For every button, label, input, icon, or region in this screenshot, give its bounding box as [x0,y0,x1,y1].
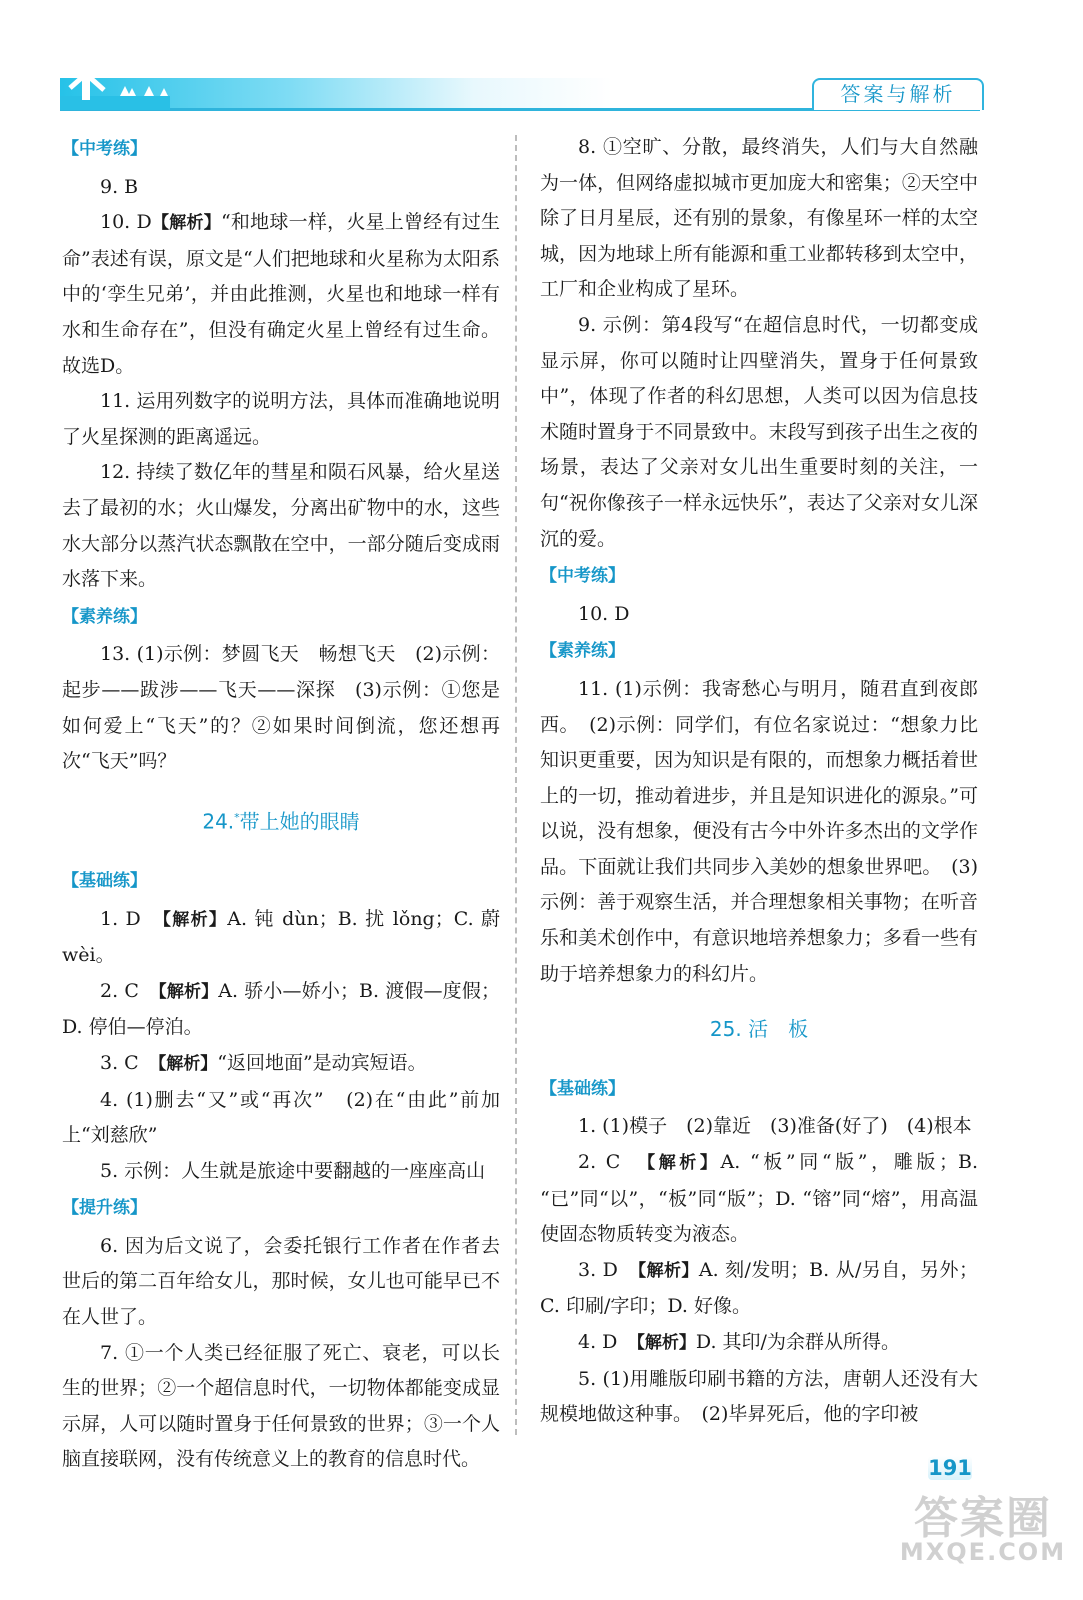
answer-body: A. “板”同“版”，雕版；B. “已”同“以”，“板”同“版”；D. “镕”同“熔”，用高温使固态物质转变为液态。 [540,1151,978,1246]
answer-body: “返回地面”是动宾短语。 [217,1051,427,1074]
answer-item: 11. (1)示例：我寄愁心与明月，随君直到夜郎西。 (2)示例：同学们，有位名家说过：“想象力比知识更重要，因为知识是有限的，而想象力概括着世上的一切，推动着进步，并且是知识进化的源泉。”可以说，没有想象，便没有古今中外许多杰出的文学作品。下面就让我们共同步入美妙的想象世界吧。 (3)示例：善于观察生活，并合理想象相关事物；在听音乐和美术创作中，有意识地培养想象力；多看一些有助于培养想象力的科幻片。 [540,677,978,985]
answer-head: 10. D [100,211,152,234]
lesson-star: * [234,810,240,824]
answer-item: 10. D [578,602,630,625]
answer-item: 7. ①一个人类已经征服了死亡、衰老，可以长生的世界；②一个超信息时代，一切物体都能变成显示屏，人可以随时置身于任何景致的世界；③一个人脑直接联网，没有传统意义上的教育的信息时代。 [62,1341,500,1471]
windmill-icon [60,52,170,110]
site-watermark [888,1482,1078,1566]
answer-head: 3. C [100,1051,139,1074]
answer-item [540,1253,978,1325]
answer-head: 2. C [578,1151,621,1174]
answer-body: D. 其印/为余群从所得。 [695,1331,900,1353]
answer-item: 5. 示例：人生就是旅途中要翻越的一座座高山 [100,1159,486,1182]
answer-item: 11. 运用列数字的说明方法，具体而准确地说明了火星探测的距离遥远。 [62,390,500,448]
section-label: 【基础练】 [540,1078,625,1099]
analysis-tag: 【解析】 [157,1053,218,1074]
analysis-tag: 【解析】 [158,981,219,1002]
section-label: 【中考练】 [540,566,625,587]
answer-item [62,1046,500,1083]
answer-body: A. 骄小—娇小；B. 渡假—度假；D. 停伯—停泊。 [62,979,500,1039]
lesson-number: 24. [202,809,235,834]
answer-item: 4. (1)删去“又”或“再次” (2)在“由此”前加上“刘慈欣” [62,1088,500,1147]
answer-item: 5. (1)用雕版印刷书籍的方法，唐朝人还没有大规模地做这种事。 (2)毕昇死后，他的字印被 [540,1367,978,1426]
analysis-tag: 【解析】 [162,909,228,930]
section-tab: 答案与解析 [812,78,984,110]
page-number: 191 [928,1456,972,1480]
left-column [62,130,500,1478]
analysis-tag: 【解析】 [646,1153,721,1174]
answer-item: 13. (1)示例：梦圆飞天 畅想飞天 (2)示例：起步——跋涉——飞天——深探 (3)示例：①您是如何爱上“飞天”的？②如果时间倒流，您还想再次“飞天”吗？ [62,643,500,773]
section-label: 【提升练】 [62,1198,147,1219]
answer-item: 12. 持续了数亿年的彗星和陨石风暴，给火星送去了最初的水；火山爆发，分离出矿物中的水，这些水大部分以蒸汽状态飘散在空中，一部分随后变成雨水落下来。 [62,461,500,591]
right-column [540,130,978,1433]
analysis-tag: 【解析】 [636,1333,696,1353]
section-label: 【中考练】 [62,139,147,159]
answer-head: 4. D [578,1331,618,1353]
lesson-name: 带上她的眼睛 [239,809,360,834]
section-label: 【素养练】 [62,606,147,627]
answer-item [540,1145,978,1253]
answer-head: 3. D [578,1258,618,1281]
watermark-logo-text: 答案圈 [914,1493,1052,1544]
answer-item [62,974,500,1046]
watermark-url: MXQE.COM [899,1538,1067,1566]
answer-head: 2. C [100,979,139,1002]
answer-item: 9. 示例：第4段写“在超信息时代，一切都变成显示屏，你可以随时让四壁消失，置身于任何景致中”，体现了作者的科幻思想，人类可以因为信息技术随时置身于不同景致中。末段写到孩子出生之夜的场景，表达了父亲对女儿出生重要时刻的关注，一句“祝你像孩子一样永远快乐”，表达了父亲对女儿深沉的爱。 [540,313,978,550]
answer-body: “和地球一样，火星上曾经有过生命”表述有误，原文是“人们把地球和火星称为太阳系中的‘孪生兄弟’，并由此推测，火星也和地球一样有水和生命存在”，但没有确定火星上曾经有过生命。故选D。 [62,211,500,377]
answer-body: A. 刻/发明；B. 从/另自，另外；C. 印刷/字印；D. 好像。 [540,1258,978,1318]
lesson-title: 25. 活 板 [709,1017,809,1042]
analysis-tag: 【解析】 [151,213,221,234]
answer-item: 9. B [100,175,139,198]
analysis-tag: 【解析】 [637,1260,699,1281]
answer-item: 8. ①空旷、分散，最终消失，人们与大自然融为一体，但网络虚拟城市更加庞大和密集；②天空中除了日月星辰，还有别的景象，有像星环一样的太空城，因为地球上所有能源和重工业都转移到太空中，工厂和企业构成了星环。 [540,136,978,301]
section-label: 【基础练】 [62,870,147,891]
lesson-title [62,800,500,840]
page-header [0,0,1083,118]
answer-item: 6. 因为后文说了，会委托银行工作者在作者去世后的第二百年给女儿，那时候，女儿也可能早已不在人世了。 [62,1234,500,1329]
answer-item [62,902,500,974]
answer-head: 1. D [100,907,141,930]
answer-item [62,205,500,384]
section-label: 【素养练】 [540,641,625,662]
answer-body: A. 钝 dùn；B. 扰 lǒng；C. 蔚wèi。 [62,907,500,967]
answer-item: 1. (1)模子 (2)靠近 (3)准备(好了) (4)根本 [578,1115,972,1138]
column-divider [515,135,517,1435]
answer-item [540,1325,978,1362]
